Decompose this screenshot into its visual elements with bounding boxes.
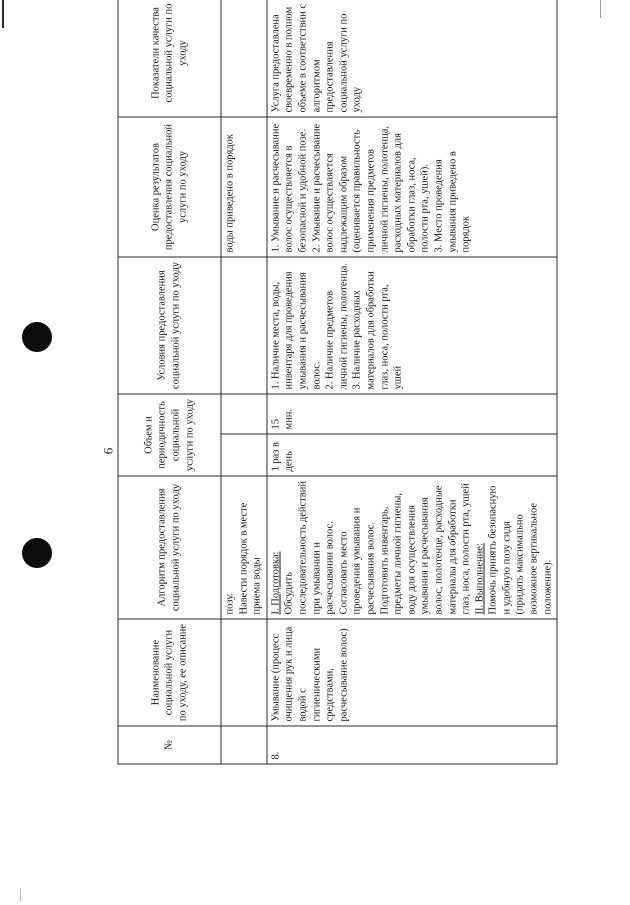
header-conditions: Условия предоставления социальной услуги по уходу: [118, 257, 221, 394]
row-algorithm: [267, 476, 557, 619]
row-name: Умывание (процесс очищения рук и лица водой с гигиеническими средствами, расчесывание волос): [267, 619, 557, 726]
prev-algorithm-line: Навести порядок в месте приема воды: [238, 502, 263, 615]
prev-algorithm-line: позу.: [224, 592, 236, 615]
header-quality: Показатели качества социальной услуги по уходу: [118, 0, 221, 117]
prep-heading: I. Подготовка:: [270, 551, 282, 615]
scan-edge-mark: [20, 888, 21, 902]
prev-num-cell: [221, 726, 267, 764]
row-frequency: 1 раз в день: [267, 434, 557, 476]
row-quality: Услуга предоставлена своевременно в полном объеме в соответствии с алгоритмом предоставления социальной услуги по уходу: [267, 0, 557, 117]
table-header-row: [118, 0, 221, 764]
prev-evaluation-cell: воды приведено в порядок: [221, 117, 267, 257]
social-service-table: [118, 0, 558, 765]
row-conditions: [267, 257, 557, 394]
evaluation-item: 3. Место проведения умывания приведено в порядок: [433, 151, 472, 253]
condition-item: 1. Наличие места, воды, инвентаря для проведения умывания и расчесывания волос.: [270, 271, 323, 390]
header-num: №: [118, 726, 221, 764]
prev-frequency-cell: [221, 434, 267, 476]
binder-hole: [22, 538, 52, 568]
header-volume: Объем и периодичность социальной услуги по уходу: [118, 394, 221, 476]
row-evaluation: [267, 117, 557, 257]
page-number: 9: [101, 447, 116, 455]
row-num: 8.: [267, 726, 557, 764]
prev-conditions-cell: [221, 257, 267, 394]
rotated-page-content: [118, 0, 588, 765]
header-algorithm: Алгоритм предоставления социальной услуги по уходу: [118, 476, 221, 619]
header-name: Наименование социальной услуги по уходу, ее описание: [118, 619, 221, 726]
exec-text: Помочь принять безопасную и удобную позу сидя (придать максимально возможное вертикальное положение).: [487, 485, 554, 615]
prev-name-cell: [221, 619, 267, 726]
header-evaluation: Оценка результатов предоставления социальной услуги по уходу: [118, 117, 221, 257]
scan-edge-mark: [2, 0, 4, 28]
scan-edge-mark: [600, 0, 601, 18]
evaluation-item: 2. Умывание и расчесывание волос осуществляется надлежащим образом (оценивается правильность применения предметов личной гигиены, полотенца, расходных материалов для обработки глаз, носа, полости рта, ушей).: [311, 123, 431, 253]
condition-item: 2. Наличие предметов личной гигиены, полотенца.: [324, 262, 350, 390]
condition-item: 3. Наличие расходных материалов для обработки глаз, носа, полости рта, ушей: [351, 271, 404, 390]
table-row-continuation: [221, 0, 267, 764]
evaluation-item: 1. Умывание и расчесывание волос осуществляется в безопасной и удобной позе.: [270, 123, 309, 253]
binder-hole: [22, 322, 52, 352]
prev-quality-cell: [221, 0, 267, 117]
prev-duration-cell: [221, 394, 267, 434]
row-duration: 15 мин.: [267, 394, 557, 434]
prev-algorithm-cell: [221, 476, 267, 619]
table-row: [267, 0, 557, 764]
exec-heading: II. Выполнение:: [474, 543, 486, 615]
prep-text: Обсудить последовательность действий при умывании и расчесывании волос. Согласовать место проведения умывания и расчесывания волос. Подготовить инвентарь, предметы личной гигиены, воду для осуществления умывания и расчесывания волос, полотенце, расходные материалы для обработки глаз, носа, полости рта, ушей: [283, 481, 472, 615]
